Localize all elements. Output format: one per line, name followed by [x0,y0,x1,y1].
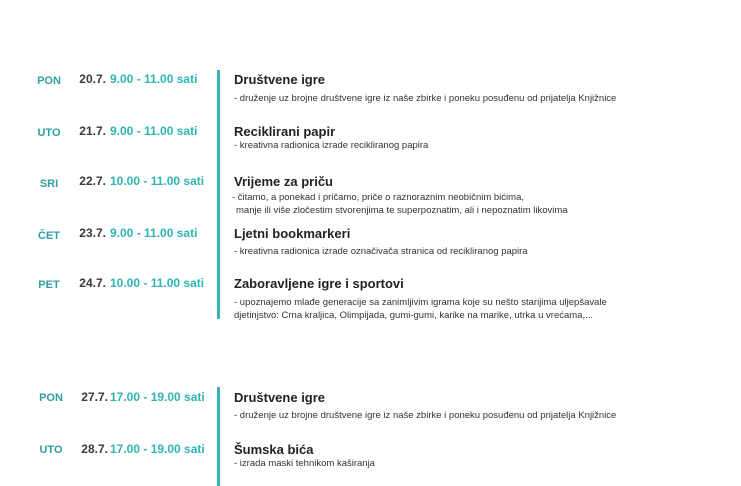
date-label: 20.7. [79,72,106,86]
time-label: 9.00 - 11.00 sati [110,226,198,240]
time-label: 17.00 - 19.00 sati [110,442,205,456]
event-title: Vrijeme za priču [234,174,333,189]
day-label: PON [39,392,63,404]
event-title: Ljetni bookmarkeri [234,226,351,241]
week1-divider-line [217,70,220,319]
time-label: 10.00 - 11.00 sati [110,174,205,188]
event-title: Šumska bića [234,442,314,457]
event-description: - izrada maski tehnikom kaširanja [234,458,375,469]
event-description: - druženje uz brojne društvene igre iz naše zbirke i poneku posuđenu od prijatelja Knjižnice [234,93,617,104]
time-label: 10.00 - 11.00 sati [110,276,205,290]
date-label: 28.7. [81,442,108,456]
event-description: djetinjstvo: Crna kraljica, Olimpijada, gumi-gumi, karike na marike, utrka u vrećama,... [234,310,594,321]
event-description: - druženje uz brojne društvene igre iz naše zbirke i poneku posuđenu od prijatelja Knjižnice [234,410,617,421]
time-label: 9.00 - 11.00 sati [110,124,198,138]
event-description: - čitamo, a ponekad i pričamo, priče o raznoraznim neobičnim bićima, [232,192,524,203]
time-label: 9.00 - 11.00 sati [110,72,198,86]
date-label: 21.7. [79,124,106,138]
day-label: PON [37,75,61,87]
date-label: 23.7. [79,226,106,240]
day-label: SRI [39,178,59,190]
day-label: ČET [38,230,60,242]
week2-divider-line [217,387,220,486]
day-label: PET [38,279,60,291]
time-label: 17.00 - 19.00 sati [110,390,205,404]
event-title: Reciklirani papir [234,124,336,139]
date-label: 22.7. [79,174,106,188]
date-label: 27.7. [81,390,108,404]
event-description: manje ili više zločestim stvorenjima te superpoznatim, ali i nepoznatim likovima [236,205,568,216]
event-title: Društvene igre [234,72,326,87]
event-title: Zaboravljene igre i sportovi [234,276,404,291]
event-description: - upoznajemo mlađe generacije sa zanimljivim igrama koje su nešto starijima uljepšavale [234,297,607,308]
event-description: - kreativna radionica izrade označivača stranica od recikliranog papira [234,246,528,257]
date-label: 24.7. [79,276,106,290]
event-description: - kreativna radionica izrade recikliranog papira [234,140,429,151]
day-label: UTO [37,127,61,139]
day-label: UTO [39,444,63,456]
event-title: Društvene igre [234,390,326,405]
